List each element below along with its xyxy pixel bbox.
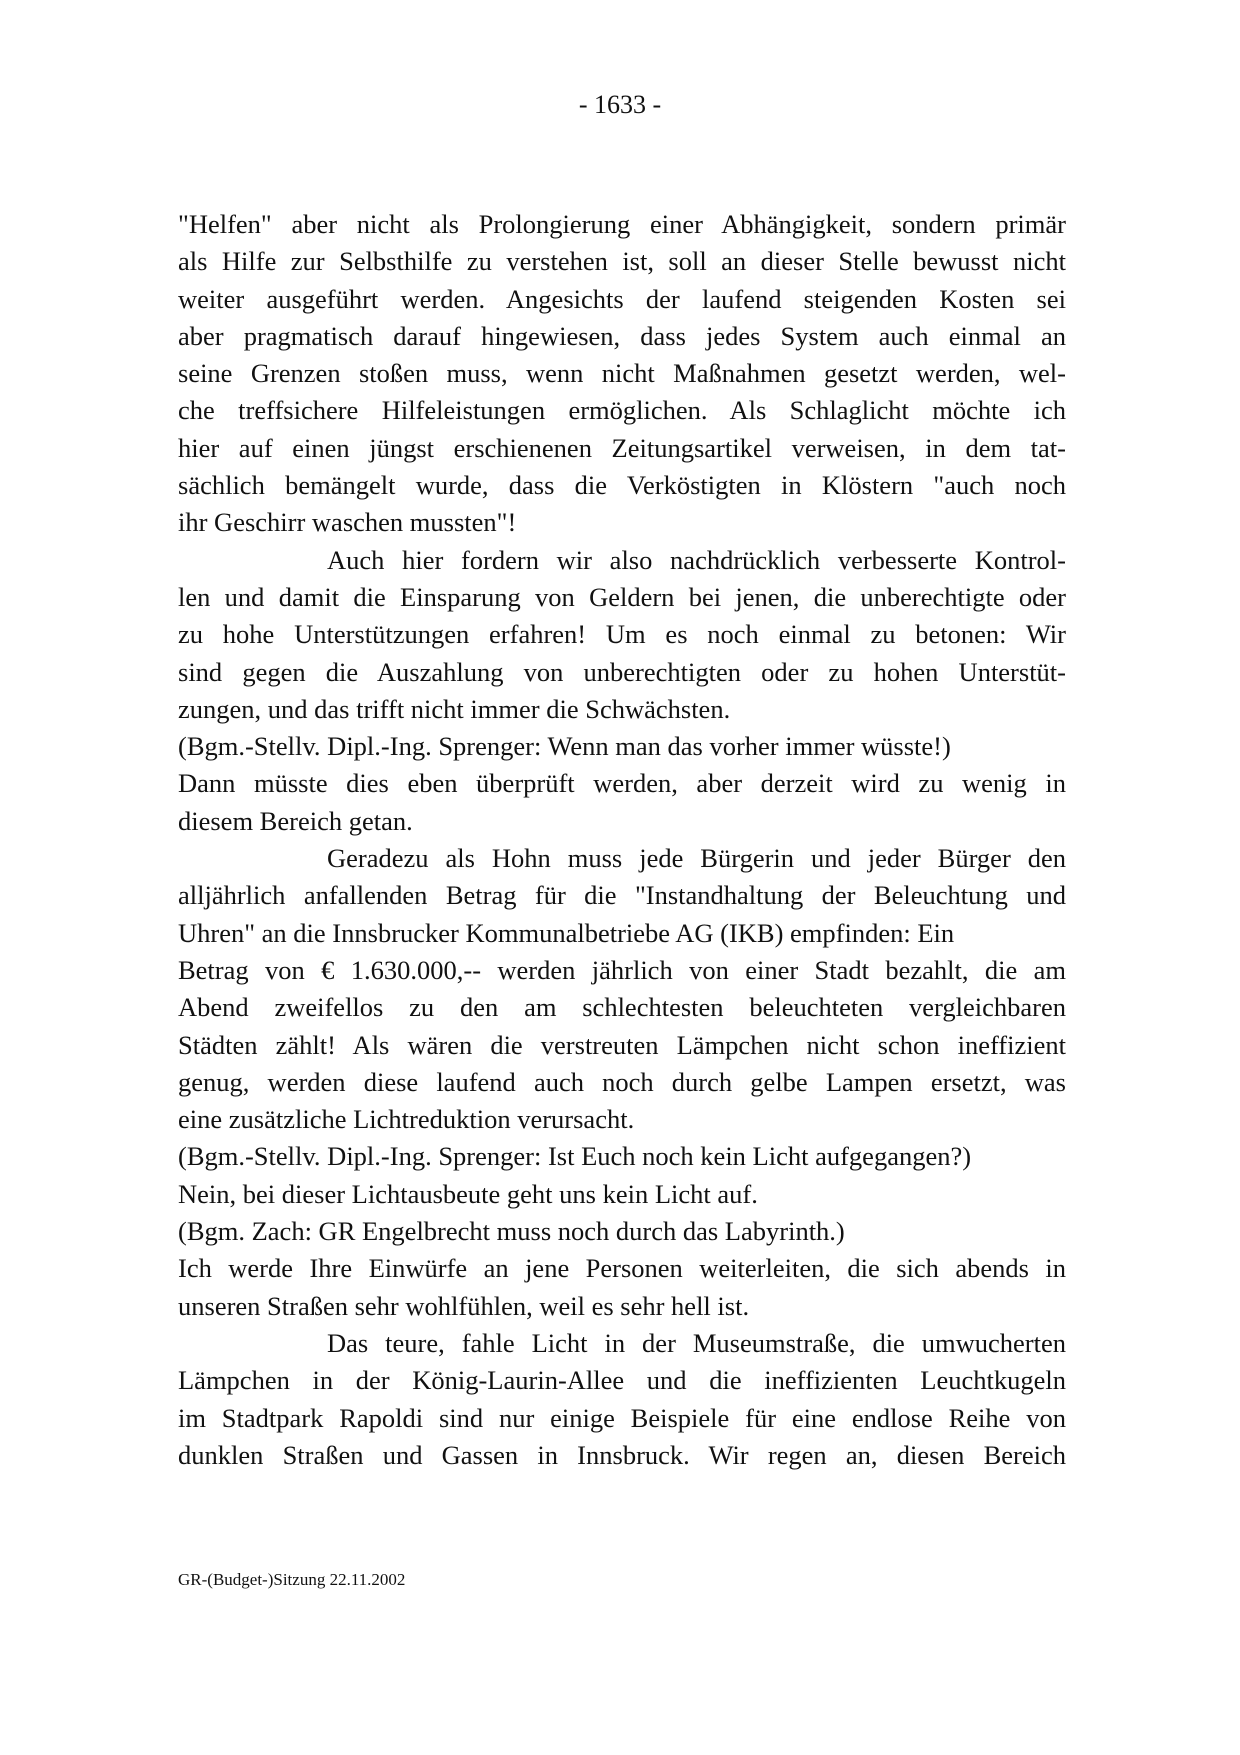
text-line: seine Grenzen stoßen muss, wenn nicht Maßnahmen gesetzt werden, wel- bbox=[178, 358, 1066, 389]
body-text bbox=[178, 206, 1066, 1474]
page-number: - 1633 - bbox=[578, 90, 662, 119]
text-line: aber pragmatisch darauf hingewiesen, dass jedes System auch einmal an bbox=[178, 320, 1066, 351]
text-line: (Bgm.-Stellv. Dipl.-Ing. Sprenger: Ist Euch noch kein Licht aufgegangen?) bbox=[178, 1141, 972, 1172]
text-line: len und damit die Einsparung von Geldern bei jenen, die unberechtigte oder bbox=[178, 581, 1066, 612]
footer-session-info: GR-(Budget-)Sitzung 22.11.2002 bbox=[178, 1570, 406, 1589]
text-line: hier auf einen jüngst erschienenen Zeitungsartikel verweisen, in dem tat- bbox=[178, 432, 1066, 463]
text-line: "Helfen" aber nicht als Prolongierung einer Abhängigkeit, sondern primär bbox=[178, 209, 1066, 239]
text-line: Das teure, fahle Licht in der Museumstraße, die umwucherten bbox=[327, 1327, 1066, 1358]
text-line: alljährlich anfallenden Betrag für die "Instandhaltung der Beleuchtung und bbox=[178, 880, 1066, 911]
text-line: (Bgm. Zach: GR Engelbrecht muss noch durch das Labyrinth.) bbox=[178, 1216, 845, 1247]
text-line: unseren Straßen sehr wohlfühlen, weil es sehr hell ist. bbox=[178, 1290, 750, 1321]
text-line: im Stadtpark Rapoldi sind nur einige Beispiele für eine endlose Reihe von bbox=[178, 1402, 1066, 1433]
text-line: ihr Geschirr waschen mussten"! bbox=[178, 507, 517, 538]
text-line: Auch hier fordern wir also nachdrücklich verbesserte Kontrol- bbox=[327, 544, 1066, 575]
text-line: genug, werden diese laufend auch noch durch gelbe Lampen ersetzt, was bbox=[178, 1066, 1066, 1097]
text-line: Lämpchen in der König-Laurin-Allee und die ineffizienten Leuchtkugeln bbox=[178, 1365, 1066, 1396]
text-line: (Bgm.-Stellv. Dipl.-Ing. Sprenger: Wenn man das vorher immer wüsste!) bbox=[178, 731, 951, 762]
text-line: zu hohe Unterstützungen erfahren! Um es noch einmal zu betonen: Wir bbox=[178, 619, 1066, 650]
text-line: che treffsichere Hilfeleistungen ermöglichen. Als Schlaglicht möchte ich bbox=[178, 395, 1066, 426]
text-line: diesem Bereich getan. bbox=[178, 805, 413, 836]
text-line: sind gegen die Auszahlung von unberechtigten oder zu hohen Unterstüt- bbox=[178, 656, 1066, 687]
text-line: Städten zählt! Als wären die verstreuten Lämpchen nicht schon ineffizient bbox=[178, 1029, 1066, 1060]
text-line: eine zusätzliche Lichtreduktion verursacht. bbox=[178, 1104, 635, 1135]
text-line: weiter ausgeführt werden. Angesichts der laufend steigenden Kosten sei bbox=[178, 283, 1066, 314]
text-line: Ich werde Ihre Einwürfe an jene Personen weiterleiten, die sich abends in bbox=[178, 1253, 1066, 1284]
text-line: Uhren" an die Innsbrucker Kommunalbetriebe AG (IKB) empfinden: Ein bbox=[178, 917, 955, 948]
text-line: Betrag von € 1.630.000,-- werden jährlich von einer Stadt bezahlt, die am bbox=[178, 954, 1066, 985]
text-line: dunklen Straßen und Gassen in Innsbruck. Wir regen an, diesen Bereich bbox=[178, 1439, 1066, 1470]
text-line: sächlich bemängelt wurde, dass die Verköstigten in Klöstern "auch noch bbox=[178, 470, 1066, 501]
text-line: Dann müsste dies eben überprüft werden, aber derzeit wird zu wenig in bbox=[178, 768, 1066, 799]
text-line: Geradezu als Hohn muss jede Bürgerin und jeder Bürger den bbox=[327, 843, 1066, 874]
text-line: zungen, und das trifft nicht immer die Schwächsten. bbox=[178, 693, 731, 724]
text-line: Abend zweifellos zu den am schlechtesten beleuchteten vergleichbaren bbox=[178, 992, 1066, 1023]
text-line: Nein, bei dieser Lichtausbeute geht uns kein Licht auf. bbox=[178, 1178, 758, 1209]
text-line: als Hilfe zur Selbsthilfe zu verstehen ist, soll an dieser Stelle bewusst nicht bbox=[178, 246, 1066, 277]
